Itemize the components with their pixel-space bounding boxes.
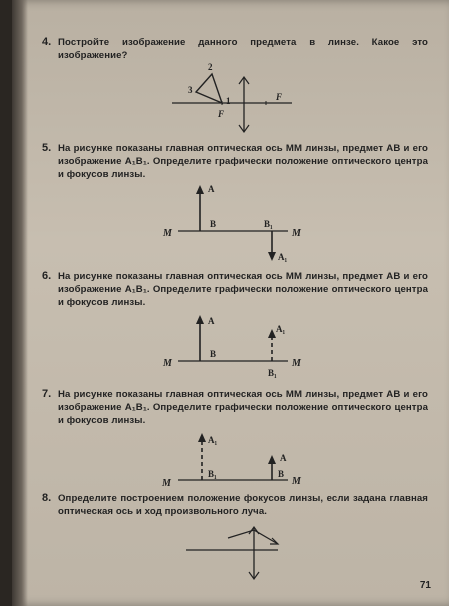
problem-7 — [42, 388, 428, 427]
problem-number: 4. — [42, 36, 52, 48]
m-left-label: M — [162, 478, 171, 489]
a1-label: A₁ — [278, 252, 288, 262]
a1-label: A₁ — [276, 324, 286, 334]
a-label: A — [208, 184, 215, 194]
problem-number: 7. — [42, 388, 52, 400]
b-label: B — [210, 219, 217, 229]
image-arrowhead — [268, 252, 276, 261]
point-1-label: 1 — [226, 96, 231, 106]
a1-label: A₁ — [208, 435, 218, 445]
image-arrowhead — [198, 433, 206, 442]
problem-6 — [42, 270, 428, 309]
object-arrowhead — [268, 455, 276, 464]
axis-diagram-6 — [160, 310, 320, 382]
a-label: A — [208, 316, 215, 326]
problem-4 — [42, 36, 428, 62]
object-triangle — [196, 74, 222, 103]
ray-diagram-8 — [182, 522, 292, 582]
problem-number: 6. — [42, 270, 52, 282]
focus-left-label: F — [218, 109, 225, 119]
problem-number: 5. — [42, 142, 52, 154]
b1-label: B₁ — [264, 219, 273, 229]
point-2-label: 2 — [208, 62, 213, 72]
textbook-page — [12, 0, 449, 606]
a-label: A — [280, 453, 287, 463]
problem-text: Определите построением положение фокусов линзы, если задана главная оптическая ось и ход произвольного луча. — [58, 493, 428, 517]
problem-number: 8. — [42, 492, 52, 504]
b1-label: B₁ — [208, 469, 217, 479]
b-label: B — [278, 469, 285, 479]
b1-label: B₁ — [268, 368, 277, 378]
b-label: B — [210, 349, 217, 359]
problem-5 — [42, 142, 428, 181]
problem-8 — [42, 492, 428, 518]
book-gutter — [12, 0, 28, 606]
object-arrowhead — [196, 185, 204, 194]
lens-diagram-4 — [172, 60, 302, 136]
object-arrowhead — [196, 315, 204, 324]
problem-text: Постройте изображение данного предмета в линзе. Какое это изображение? — [58, 37, 428, 61]
point-3-label: 3 — [188, 85, 193, 95]
focus-right-label: F — [276, 92, 283, 102]
arbitrary-ray — [228, 530, 278, 544]
m-left-label: M — [163, 358, 172, 369]
problem-text: На рисунке показаны главная оптическая ось MM линзы, предмет AB и его изображение A₁B₁. Определите графически положение оптического центра и фокусов линзы. — [58, 389, 428, 426]
image-arrowhead — [268, 329, 276, 338]
axis-diagram-7 — [158, 426, 318, 488]
m-right-label: M — [292, 476, 301, 487]
m-right-label: M — [292, 228, 301, 239]
m-left-label: M — [163, 228, 172, 239]
problem-text: На рисунке показаны главная оптическая ось MM линзы, предмет AB и его изображение A₁B₁. Определите графически положение оптического центра и фокусов линзы. — [58, 143, 428, 180]
m-right-label: M — [292, 358, 301, 369]
axis-diagram-5 — [160, 180, 320, 270]
page-number: 71 — [419, 580, 431, 591]
problem-text: На рисунке показаны главная оптическая ось MM линзы, предмет AB и его изображение A₁B₁. Определите графически положение оптического центра и фокусов линзы. — [58, 271, 428, 308]
